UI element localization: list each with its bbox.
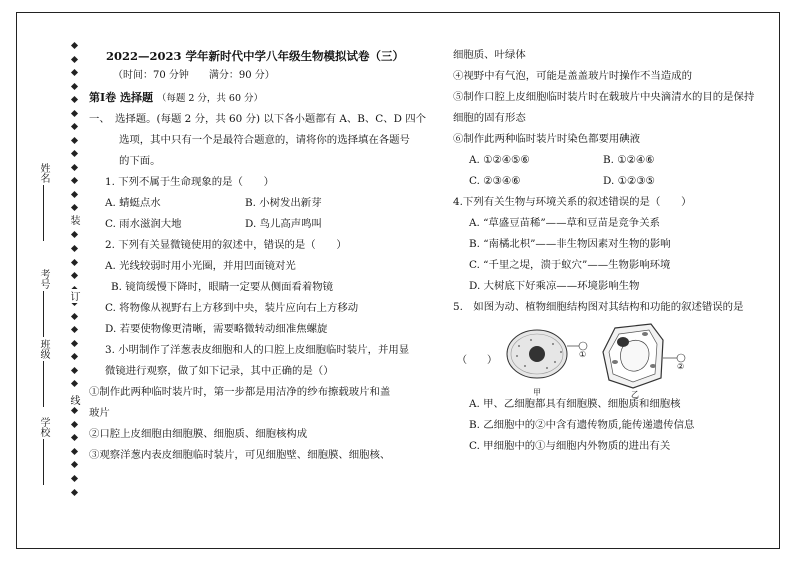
q3-item-6: ⑥制作此两种临时装片时染色都要用碘液	[453, 133, 641, 145]
class-field[interactable]	[23, 339, 63, 407]
right-column	[453, 45, 775, 457]
binding-char-ding: 订	[68, 291, 79, 301]
q3-item-4: ④视野中有气泡，可能是盖盖玻片时操作不当造成的	[453, 70, 692, 82]
q3-option-d[interactable]: D. ①②③⑤	[603, 175, 655, 187]
q3-item-1-cont: 玻片	[89, 407, 110, 419]
q5-option-b[interactable]: B. 乙细胞中的②中含有遗传物质,能传递遗传信息	[469, 419, 695, 431]
binding-dot	[70, 123, 77, 130]
binding-dot	[70, 448, 77, 455]
q5-option-c[interactable]: C. 甲细胞中的①与细胞内外物质的进出有关	[469, 440, 671, 452]
q5-stem: 5. 如图为动、植物细胞结构图对其结构和功能的叙述错误的是	[453, 301, 744, 313]
label-jia: 甲	[533, 388, 541, 397]
binding-dot	[70, 272, 77, 279]
q2-option-c[interactable]: C. 将物像从视野右上方移到中央，装片应向右上方移动	[105, 302, 359, 314]
q3-item-3: ③观察洋葱内表皮细胞临时装片，可见细胞壁、细胞膜、细胞核、	[89, 449, 391, 461]
q3-option-a[interactable]: A. ①②④⑤⑥	[469, 154, 530, 166]
exam-paper	[16, 12, 780, 549]
q1-option-c[interactable]: C. 雨水滋润大地	[105, 218, 182, 230]
binding-char-zhuang: 装	[68, 215, 79, 225]
q1-option-b[interactable]: B. 小树发出新芽	[245, 197, 322, 209]
binding-dot	[70, 380, 77, 387]
q1-options-row-2	[89, 214, 421, 235]
binding-dot	[70, 164, 77, 171]
q3-stem-line-1: 3. 小明制作了洋葱表皮细胞和人的口腔上皮细胞临时装片，并用显	[105, 344, 410, 356]
q4-option-b[interactable]: B. “南橘北枳”——非生物因素对生物的影响	[469, 238, 671, 250]
exam-number-line[interactable]	[43, 291, 44, 337]
binding-dot	[70, 231, 77, 238]
q1-stem: 1. 下列不属于生命现象的是（ ）	[105, 176, 275, 188]
binding-dot	[70, 258, 77, 265]
binding-dot	[70, 42, 77, 49]
binding-char-xian: 线	[68, 395, 79, 405]
q5-option-a[interactable]: A. 甲、乙细胞都具有细胞膜、细胞质和细胞核	[469, 398, 681, 410]
q1-option-a[interactable]: A. 蜻蜓点水	[105, 197, 161, 209]
q2-option-d[interactable]: D. 若要使物像更清晰，需要略微转动细准焦螺旋	[105, 323, 328, 335]
binding-dot	[70, 353, 77, 360]
q3-options-row-1	[453, 150, 775, 171]
q3-item-2: ②口腔上皮细胞由细胞膜、细胞质、细胞核构成	[89, 428, 308, 440]
class-label: 班级	[38, 339, 49, 359]
name-field[interactable]	[23, 163, 63, 241]
school-label: 学校	[38, 417, 49, 437]
q5-figure	[453, 322, 775, 399]
section-heading	[89, 87, 421, 109]
binding-dot	[70, 137, 77, 144]
q3-item-1: ①制作此两种临时装片时，第一步都是用洁净的纱布擦载玻片和盖	[89, 386, 391, 398]
binding-dot	[70, 475, 77, 482]
binding-dot	[70, 96, 77, 103]
label-yi: 乙	[631, 390, 639, 399]
school-line[interactable]	[43, 439, 44, 485]
label-2: ②	[677, 362, 685, 371]
instructions-line-3: 的下面。	[119, 155, 161, 167]
section-note: （每题 2 分，共 60 分）	[156, 93, 264, 104]
binding-dot	[70, 367, 77, 374]
q3-item-5: ⑤制作口腔上皮细胞临时装片时在载玻片中央滴清水的目的是保持	[453, 91, 755, 103]
name-line[interactable]	[43, 185, 44, 241]
q3-option-c[interactable]: C. ②③④⑥	[469, 175, 521, 187]
exam-time-info: （时间：70 分钟 满分：90 分）	[113, 70, 275, 81]
binding-dot	[70, 150, 77, 157]
binding-dot	[70, 313, 77, 320]
q5-paren: （ ）	[457, 355, 497, 366]
school-field[interactable]	[23, 417, 63, 485]
q4-option-c[interactable]: C. “千里之堤，溃于蚁穴”——生物影响环境	[469, 259, 671, 271]
binding-dot	[70, 340, 77, 347]
binding-dotted-line	[67, 43, 81, 495]
binding-dot	[70, 461, 77, 468]
q3-option-b[interactable]: B. ①②④⑥	[603, 154, 655, 166]
q1-option-d[interactable]: D. 鸟儿高声鸣叫	[245, 218, 322, 230]
binding-dot	[70, 83, 77, 90]
q3-options-row-2	[453, 171, 775, 192]
exam-number-field[interactable]	[23, 269, 63, 337]
q1-options-row-1	[89, 193, 421, 214]
q3-item-5-cont: 细胞的固有形态	[453, 112, 526, 124]
q3-item-3-cont: 细胞质、叶绿体	[453, 49, 526, 61]
binding-dot	[70, 177, 77, 184]
animal-cell-icon	[507, 330, 587, 378]
exam-number-label: 考号	[38, 269, 49, 289]
q2-option-b[interactable]: B. 镜筒缓慢下降时，眼睛一定要从侧面看着物镜	[111, 281, 334, 293]
instructions-line-2: 选项，其中只有一个是最符合题意的，请将你的选择填在各题号	[119, 134, 410, 146]
binding-strip	[17, 13, 95, 548]
binding-dot	[70, 407, 77, 414]
binding-dot	[70, 204, 77, 211]
q2-option-a[interactable]: A. 光线较弱时用小光圈，并用凹面镜对光	[105, 260, 296, 272]
label-1: ①	[579, 350, 587, 359]
instructions-line-1: 一、 选择题。(每题 2 分，共 60 分) 以下各小题都有 A、B、C、D 四个	[89, 113, 427, 125]
binding-dot	[70, 245, 77, 252]
binding-dot	[70, 421, 77, 428]
q2-stem: 2. 下列有关显微镜使用的叙述中，错误的是（ ）	[105, 239, 347, 251]
left-column	[89, 13, 427, 466]
exam-title: 2022—2023 学年新时代中学八年级生物模拟试卷（三）	[105, 49, 404, 63]
class-line[interactable]	[43, 361, 44, 407]
binding-dot	[70, 326, 77, 333]
q4-option-a[interactable]: A. “草盛豆苗稀”——草和豆苗是竞争关系	[469, 217, 660, 229]
binding-dot	[70, 488, 77, 495]
section-title: 第Ⅰ卷 选择题	[89, 91, 153, 104]
q3-stem-line-2: 微镜进行观察，做了如下记录，其中正确的是（）	[105, 365, 334, 377]
q4-stem: 4.下列有关生物与环境关系的叙述错误的是（ ）	[453, 196, 692, 208]
binding-dot	[70, 434, 77, 441]
name-label: 姓名	[38, 163, 49, 183]
binding-dot	[70, 110, 77, 117]
plant-cell-icon	[603, 324, 685, 388]
binding-dot	[70, 55, 77, 62]
binding-dot	[70, 191, 77, 198]
binding-dot	[70, 69, 77, 76]
q4-option-d[interactable]: D. 大树底下好乘凉——环境影响生物	[469, 280, 640, 292]
